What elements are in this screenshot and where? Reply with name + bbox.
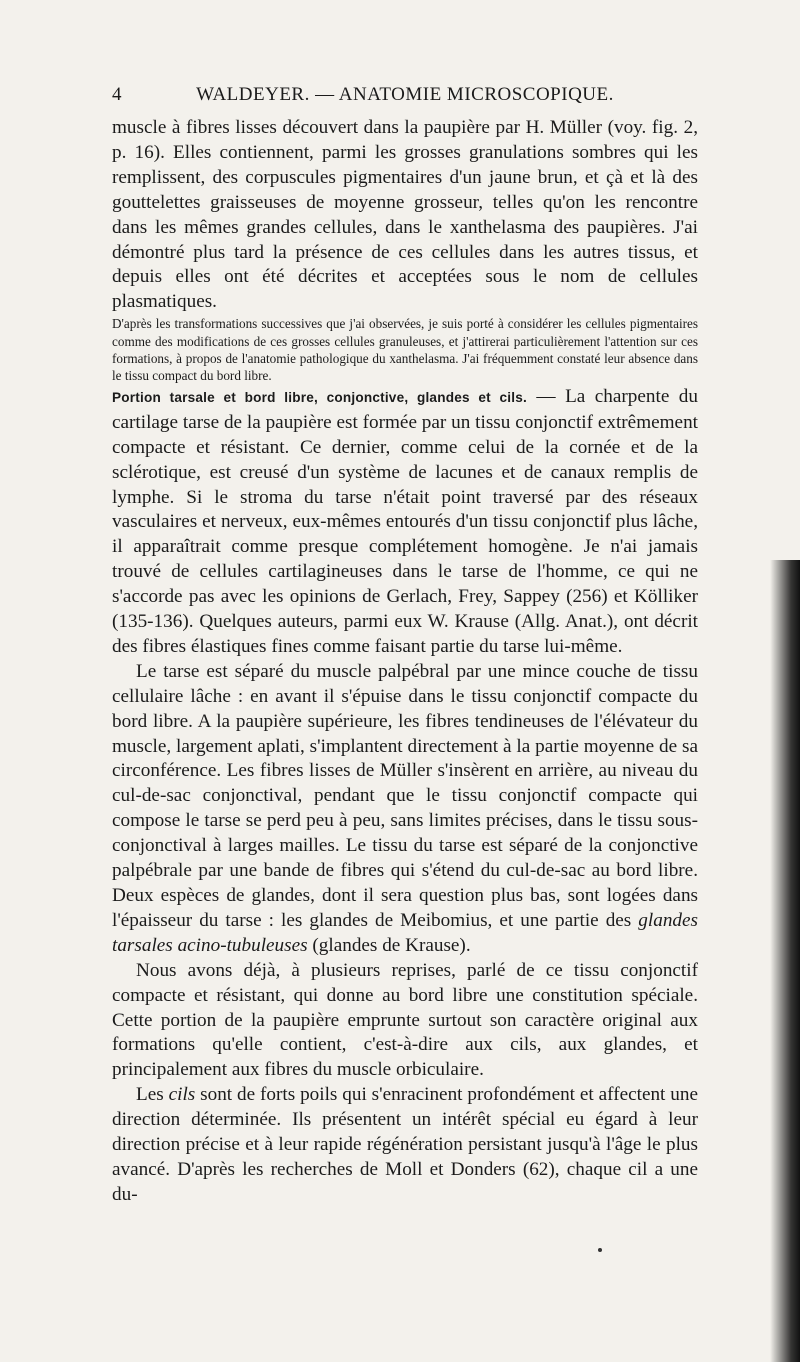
section-p1-text: La charpente du cartilage tarse de la paupière est formée par un tissu conjonctif extrêmement compacte et résistant. Ce dernier, comme celui de la cornée et de la sclérotique, est creusé d'un système de lacunes et de canaux remplis de lymphe. Si le stroma du tarse n'était point traversé par des réseaux vasculaires et nerveux, eux-mêmes entourés d'un tissu conjonctif plus lâche, il apparaîtrait comme presque complétement homogène. Je n'ai jamais trouvé de cellules cartilagineuses dans le tarse de l'homme, ce qui ne s'accorde pas avec les opinions de Gerlach, Frey, Sappey (256) et Kölliker (135-136). Quelques auteurs, parmi eux W. Krause (Allg. Anat.), ont décrit des fibres élastiques fines comme faisant partie du tarse lui-même. [112,385,698,657]
p2-italic: glandes tarsales acino-tubuleuses [112,909,698,956]
scan-edge-shadow [770,560,800,1362]
running-title: WALDEYER. — ANATOMIE MICROSCOPIQUE. [196,84,614,105]
page-number: 4 [112,84,122,105]
page-header [112,84,698,108]
page-body [112,116,698,1208]
p4-italic: cils [168,1084,196,1106]
section-paragraph-4 [112,1083,698,1208]
p4-text-a: Les [136,1084,169,1106]
p2-text-b: (glandes de Krause). [307,934,471,956]
p2-text-a: Le tarse est séparé du muscle palpébral par une mince couche de tissu cellulaire lâche : en avant il s'épuise dans le tissu conjonctif compacte du bord libre. A la paupière supérieure, les fibres tendineuses de l'élévateur du muscle, largement aplati, s'implantent directement à la partie moyenne de sa circonférence. Les fibres lisses de Müller s'insèrent en arrière, au niveau du cul-de-sac conjonctival, pendant que le tissu conjonctif compacte qui compose le tarse se perd peu à peu, sans limites précises, dans le tissu sous-conjonctival à larges mailles. Le tissu du tarse est séparé de la conjonctive palpébrale par une bande de fibres qui s'étend du cul-de-sac au bord libre. Deux espèces de glandes, dont il sera question plus bas, sont logées dans l'épaisseur du tarse : les glandes de Meibomius, et une partie des [112,660,698,931]
section-dash: — [526,385,566,407]
p4-text-b: sont de forts poils qui s'enracinent profondément et affectent une direction déterminée. Ils présentent un intérêt spécial eu égard à leur direction précise et à leur rapide régénération persistant jusqu'à l'âge le plus avancé. D'après les recherches de Moll et Donders (62), chaque cil a une du- [112,1084,698,1205]
section-paragraph-1 [112,385,698,660]
ink-dot [598,1248,602,1252]
intro-paragraph: muscle à fibres lisses découvert dans la paupière par H. Müller (voy. fig. 2, p. 16). Elles contiennent, parmi les grosses granulations sombres qui les remplissent, des corpuscules pigmentaires d'un jaune brun, et çà et là des gouttelettes graisseuses de moyenne grosseur, telles qu'on les rencontre dans les mêmes grandes cellules, dans le xanthelasma des paupières. J'ai démontré plus tard la présence de ces cellules dans les autres tissus, et depuis elles ont été décrites et acceptées sous le nom de cellules plasmatiques. [112,117,698,313]
footnote-small-text: D'après les transformations successives que j'ai observées, je suis porté à considérer les cellules pigmentaires comme des modifications de ces grosses cellules granuleuses, et j'attirerai particulièrement l'attention sur ces formations, à propos de l'anatomie pathologique du xanthelasma. J'ai fréquemment constaté leur absence dans le tissu compact du bord libre. [112,316,698,384]
section-heading: Portion tarsale et bord libre, conjonctive, glandes et cils. [112,389,527,405]
section-paragraph-2 [112,660,698,959]
section-paragraph-3: Nous avons déjà, à plusieurs reprises, parlé de ce tissu conjonctif compacte et résistant, qui donne au bord libre une constitution spéciale. Cette portion de la paupière emprunte surtout son caractère original aux formations qu'elle contient, c'est-à-dire aux cils, aux glandes, et principalement aux fibres du muscle orbiculaire. [112,959,698,1081]
